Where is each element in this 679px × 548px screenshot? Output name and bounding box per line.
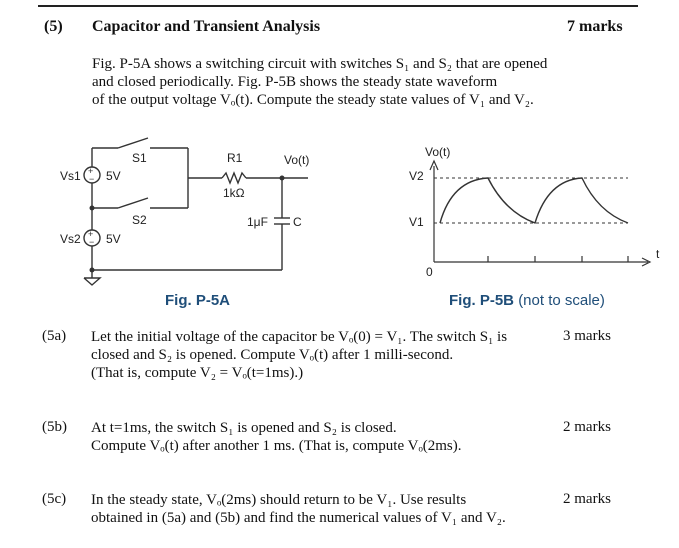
svg-text:+: + — [88, 229, 94, 239]
v1-label: V1 — [409, 215, 424, 229]
vs1-label: Vs1 — [60, 169, 81, 183]
s2-switch-icon — [118, 198, 148, 208]
fig-p5b-caption: Fig. P-5B (not to scale) — [449, 292, 605, 309]
vo-label: Vo(t) — [284, 153, 310, 167]
sub-question-marks: 2 marks — [563, 419, 611, 435]
waveform-curve — [440, 178, 628, 223]
capacitor-value: 1μF — [247, 215, 268, 229]
sub-question-line: Compute Vₒ(t) after another 1 ms. (That is, compute Vₒ(2ms). — [91, 438, 462, 454]
question-marks: 7 marks — [567, 18, 623, 35]
intro-line: Fig. P-5A shows a switching circuit with switches S₁ and S₂ that are opened — [92, 56, 548, 72]
r1-resistor-icon — [222, 173, 246, 183]
waveform-vo-label: Vo(t) — [425, 145, 451, 159]
vs2-value: 5V — [106, 232, 121, 246]
vs2-label: Vs2 — [60, 232, 81, 246]
s1-label: S1 — [132, 151, 147, 165]
capacitor-label: C — [293, 215, 302, 229]
svg-text:−: − — [89, 237, 95, 247]
sub-question-number: (5c) — [42, 491, 67, 507]
sub-question-text — [91, 328, 507, 382]
intro-line: and closed periodically. Fig. P-5B shows the steady state waveform — [92, 74, 498, 90]
sub-question-line: obtained in (5a) and (5b) and find the numerical values of V₁ and V₂. — [91, 510, 506, 526]
sub-question-line: closed and S₂ is opened. Compute Vₒ(t) after 1 milli-second. — [91, 347, 454, 363]
sub-question-line: In the steady state, Vₒ(2ms) should return to be V₁. Use results — [91, 492, 467, 508]
svg-text:−: − — [89, 174, 95, 184]
sub-question-line: At t=1ms, the switch S₁ is opened and S₂ is closed. — [91, 420, 397, 436]
waveform-chart — [409, 145, 660, 279]
origin-label: 0 — [426, 265, 433, 279]
s2-label: S2 — [132, 213, 147, 227]
sub-question-line: Let the initial voltage of the capacitor be Vₒ(0) = V₁. The switch S₁ is — [91, 329, 508, 345]
sub-question-marks: 3 marks — [563, 328, 611, 344]
intro-line: of the output voltage Vₒ(t). Compute the steady state values of V₁ and V₂. — [92, 92, 534, 108]
s1-switch-icon — [118, 138, 148, 148]
r1-label: R1 — [227, 151, 243, 165]
vs1-value: 5V — [106, 169, 121, 183]
fig-p5a-caption: Fig. P-5A — [165, 292, 231, 309]
t-axis-label: t — [656, 247, 660, 261]
svg-text:+: + — [88, 166, 94, 176]
sub-question-text — [91, 491, 506, 527]
question-title: Capacitor and Transient Analysis — [92, 18, 321, 35]
r1-value: 1kΩ — [223, 186, 245, 200]
v2-label: V2 — [409, 169, 424, 183]
sub-question-text — [91, 419, 462, 455]
sub-question-number: (5a) — [42, 328, 67, 344]
sub-question-marks: 2 marks — [563, 491, 611, 507]
ground-icon — [84, 278, 100, 285]
question-number: (5) — [44, 18, 63, 35]
sub-question-line: (That is, compute V₂ = Vₒ(t=1ms).) — [91, 365, 304, 381]
sub-question-number: (5b) — [42, 419, 67, 435]
